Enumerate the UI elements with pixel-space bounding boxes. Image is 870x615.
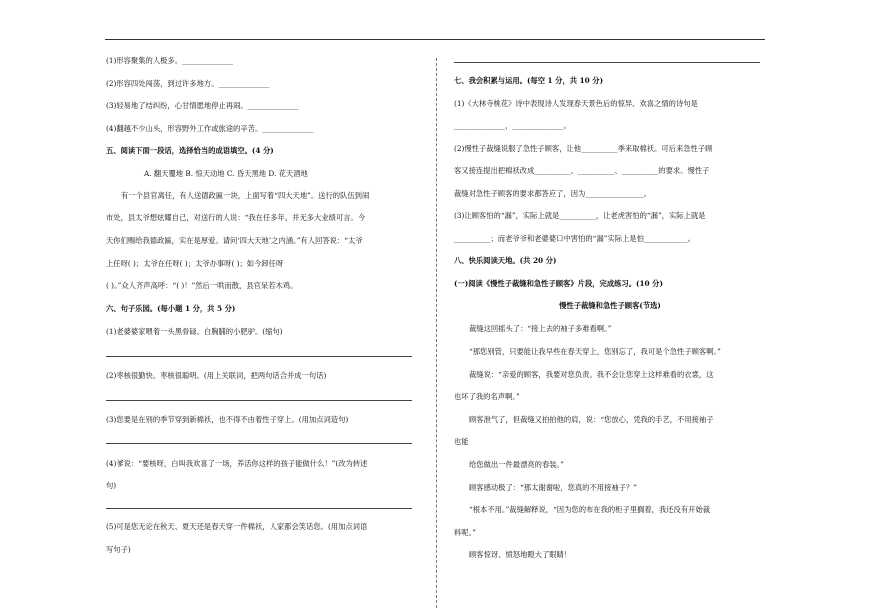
accumulation-line-1: (1)《大林寺桃花》诗中表现诗人发现春天景色后的惊异、欢喜之情的诗句是 <box>454 99 698 108</box>
sentence-item-2: (2)枣核很勤快。枣核很聪明。(用上关联词，把两句话合并成一句话) <box>106 371 327 380</box>
section-5-options: A. 翻天覆地 B. 惊天动地 C. 昏天黑地 D. 花天酒地 <box>144 169 308 178</box>
sentence-item-4-cont: 句) <box>106 481 117 490</box>
sentence-item-3: (3)您要是在别的季节穿到新棉袄，也不得不由着性子穿上。(用加点词造句) <box>106 415 349 424</box>
story-line-9: “根本不用。”裁缝解释说，“因为您的布在我的柜子里搁着，我还没有开始裁 <box>469 505 711 514</box>
header-rule <box>105 39 765 40</box>
passage-line-3: 天你们赐给我德政匾，实在是厚爱。请问‘四大天地’之内涵。”有人回答说：“太爷 <box>106 236 363 245</box>
idiom-question-2: (2)形容四处闯荡，到过许多地方。______________ <box>106 79 270 88</box>
sentence-item-4: (4)爹说：“要核呀，白叫我欢喜了一场，养活你这样的孩子能做什么！”(改为转述 <box>106 459 368 468</box>
passage-line-5: ( )。”众人齐声高呼：“( )！”然后一哄而散，县官呆若木鸡。 <box>106 281 298 290</box>
idiom-question-3: (3)轻易地了结纠纷，心甘情愿地停止再闹。______________ <box>106 101 299 110</box>
accumulation-line-7: __________；而老爷爷和老婆婆口中害怕的“漏”实际上是怕____________。 <box>454 234 695 243</box>
story-line-7: 给您做出一件最漂亮的春装。” <box>469 460 564 469</box>
column-divider <box>436 58 437 608</box>
section-7-title: 七、我会积累与运用。(每空 1 分，共 10 分) <box>454 76 604 85</box>
idiom-question-1: (1)形容聚集的人极多。______________ <box>106 56 234 65</box>
sentence-item-5-cont: 写句子) <box>106 545 131 554</box>
answer-line[interactable] <box>454 62 760 63</box>
sentence-item-5: (5)可是您无论在秋天、夏天还是春天穿一件棉袄，人家都会笑话您。(用加点词语 <box>106 522 368 531</box>
story-line-11: 顾客惊讶、愤怒地瞪大了眼睛！ <box>469 550 572 559</box>
accumulation-line-3: (2)慢性子裁缝说服了急性子顾客，让他__________季来取棉袄。可后来急性子顾 <box>454 144 713 153</box>
sentence-item-1: (1)老婆婆家喂着一头黑骨碌、白胸脯的小肥驴。(缩句) <box>106 327 283 336</box>
section-6-title: 六、句子乐园。(每小题 1 分，共 5 分) <box>106 304 236 313</box>
idiom-question-4: (4)翻越不少山头，形容野外工作或旅途的辛苦。______________ <box>106 124 314 133</box>
answer-line[interactable] <box>106 443 412 444</box>
section-8-title: 八、快乐阅读天地。(共 20 分) <box>454 256 557 265</box>
story-line-10: 料呢。” <box>454 528 476 537</box>
section-5-title: 五、阅读下面一段话，选择恰当的成语填空。(4 分) <box>106 146 274 155</box>
story-line-5: 顾客泄气了，但裁缝又拍拍他的肩，说：“您放心，凭我的手艺，不用接袖子 <box>469 415 714 424</box>
passage-title: 慢性子裁缝和急性子顾客(节选) <box>559 301 661 310</box>
answer-line[interactable] <box>106 356 412 357</box>
answer-line[interactable] <box>106 508 412 509</box>
accumulation-line-4: 客又接连提出把棉袄改成__________、__________、__________的要求。慢性子 <box>454 166 710 175</box>
story-line-2: “那您别管，只要能让我早些在春天穿上，您别忘了，我可是个急性子顾客啊。” <box>469 347 721 356</box>
story-line-1: 裁缝这回摇头了：“接上去的袖子多难看啊。” <box>469 324 612 333</box>
story-line-6: 也能 <box>454 437 469 446</box>
accumulation-line-2: ______________，______________。 <box>454 121 571 130</box>
answer-line[interactable] <box>106 400 412 401</box>
story-line-3: 裁缝说：“亲爱的顾客，我要对您负责。我不会让您穿上这样难看的衣裳，这 <box>469 370 714 379</box>
accumulation-line-6: (3)让顾客怕的“漏”，实际上就是__________，让老虎害怕的“漏”，实际上就是 <box>454 211 706 220</box>
passage-line-1: 有一个县官离任，有人送德政匾一块，上面写着“四大天地”。送行的队伍到闹 <box>121 191 370 200</box>
story-line-8: 顾客感动极了：“那太谢谢啦，您真的不用接袖子？” <box>469 483 637 492</box>
reading-subsection-title: (一)阅读《慢性子裁缝和急性子顾客》片段，完成练习。(10 分) <box>454 279 663 288</box>
passage-line-2: 市处，县太爷想炫耀自己，对送行的人说：“我在任多年，并无多大业绩可言。今 <box>106 213 366 222</box>
passage-line-4: 上任呀( )；太爷在任呀( )；太爷办事呀( )；如今卸任呀 <box>106 259 284 268</box>
story-line-4: 也坏了我的名声啊。” <box>454 392 520 401</box>
accumulation-line-5: 裁缝对急性子顾客的要求都答应了，因为________________。 <box>454 189 652 198</box>
